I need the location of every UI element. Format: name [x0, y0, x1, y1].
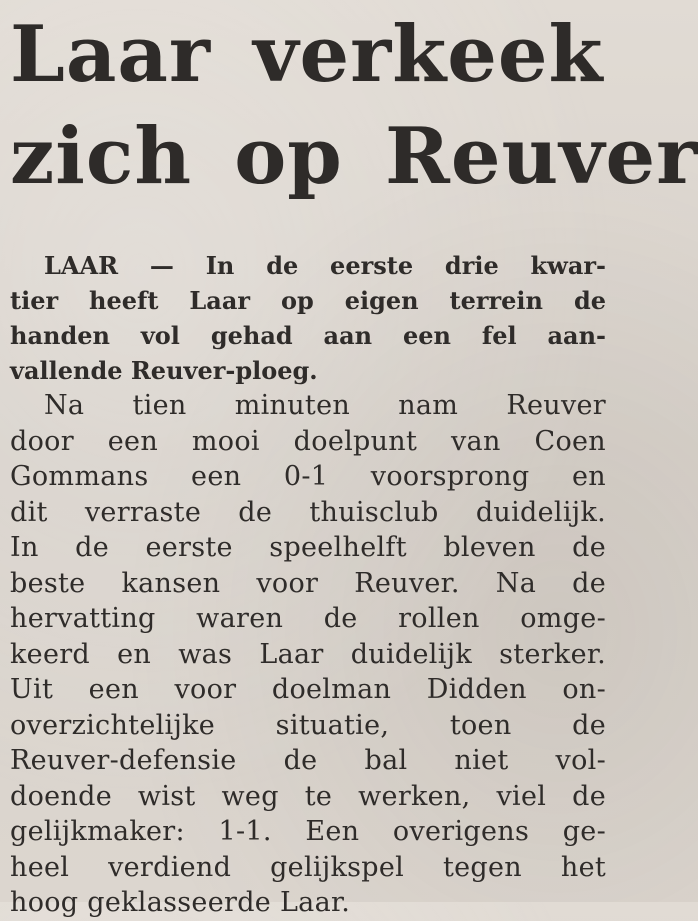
- body-line: heel verdiend gelijkspel tegen het: [10, 851, 606, 883]
- body-line: gelijkmaker: 1-1. Een overigens ge-: [10, 816, 606, 847]
- body-line: doende wist weg te werken, viel de: [10, 780, 606, 812]
- headline-line: zich op Reuver: [10, 111, 698, 202]
- lead-line: vallende Reuver-ploeg.: [10, 356, 318, 385]
- body-line: beste kansen voor Reuver. Na de: [10, 567, 606, 599]
- lead-line: handen vol gehad aan een fel aan-: [10, 321, 606, 350]
- body-paragraph: [10, 388, 606, 921]
- headline: [10, 4, 698, 208]
- lead-paragraph: [10, 248, 606, 388]
- headline-line: Laar verkeek: [10, 9, 604, 100]
- body-line: In de eerste speelhelft bleven de: [10, 532, 606, 563]
- lead-line: LAAR — In de eerste drie kwar-: [44, 251, 606, 280]
- body-line: keerd en was Laar duidelijk sterker.: [10, 638, 606, 670]
- article-body: [10, 248, 606, 921]
- body-line: Na tien minuten nam Reuver: [44, 390, 606, 421]
- body-line: Reuver-defensie de bal niet vol-: [10, 745, 606, 776]
- body-line: Gommans een 0-1 voorsprong en: [10, 461, 606, 492]
- body-line: Uit een voor doelman Didden on-: [10, 674, 606, 705]
- lead-line: tier heeft Laar op eigen terrein de: [10, 286, 606, 315]
- body-line: hervatting waren de rollen omge-: [10, 603, 606, 634]
- body-line: dit verraste de thuisclub duidelijk.: [10, 496, 606, 528]
- body-line: overzichtelijke situatie, toen de: [10, 709, 606, 741]
- body-line: door een mooi doelpunt van Coen: [10, 425, 606, 457]
- body-line: hoog geklasseerde Laar.: [10, 887, 351, 918]
